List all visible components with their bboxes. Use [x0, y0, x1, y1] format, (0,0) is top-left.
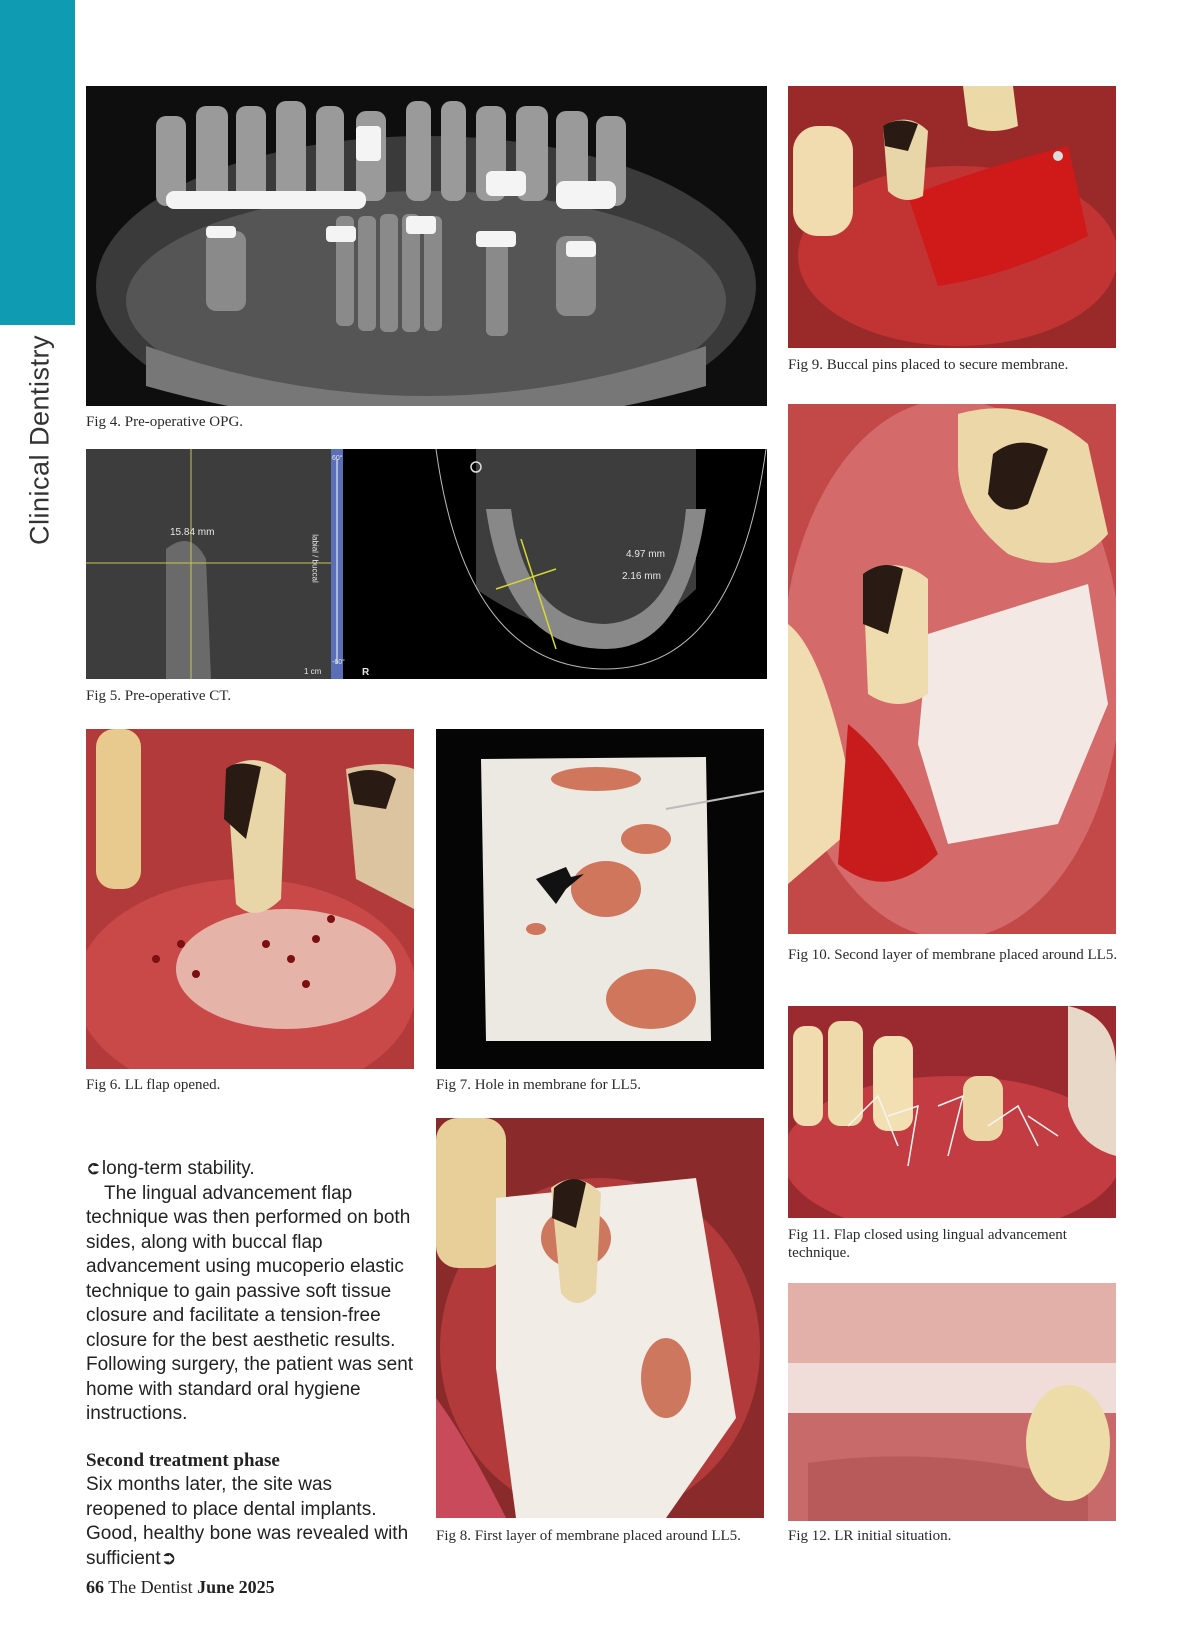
ct-scale-bottom: -60°: [332, 659, 345, 666]
article-continued-line: ➲long-term stability.: [86, 1157, 416, 1182]
section-heading: Second treatment phase: [86, 1449, 280, 1471]
publication-name: The Dentist: [108, 1577, 193, 1597]
figure-9-caption: Fig 9. Buccal pins placed to secure membrane.: [788, 357, 1069, 373]
continue-arrow-icon: ➲: [160, 1547, 177, 1569]
figure-4-opg-image: [86, 86, 767, 406]
section-color-bar: [0, 0, 75, 325]
figure-10-caption: Fig 10. Second layer of membrane placed around LL5.: [788, 947, 1118, 963]
ct-measure-left: 15.84 mm: [170, 527, 215, 538]
figure-8-caption: Fig 8. First layer of membrane placed around LL5.: [436, 1528, 741, 1544]
figure-5-caption: Fig 5. Pre-operative CT.: [86, 688, 232, 704]
figure-11-caption: Fig 11. Flap closed using lingual advancement technique.: [788, 1227, 1067, 1261]
page-footer: [86, 1577, 275, 1598]
ct-measure-right-2: 2.16 mm: [622, 571, 661, 582]
figure-12-photo: [788, 1283, 1116, 1521]
figure-8-photo: [436, 1118, 764, 1518]
article-paragraph: The lingual advancement flap technique was then performed on both sides, along with buccal flap advancement using mucoperio elastic technique to gain passive soft tissue closure and facilitate a tension-free closure for the best aesthetic results. Following surgery, the patient was sent home with standard oral hygiene instructions.: [86, 1182, 414, 1424]
ct-measure-right-1: 4.97 mm: [626, 549, 665, 560]
figure-10-photo: [788, 404, 1116, 934]
ct-orientation: R: [362, 667, 370, 678]
figure-9-photo: [788, 86, 1116, 348]
back-arrow-icon: ➲: [86, 1158, 102, 1179]
issue-date: June 2025: [197, 1577, 275, 1597]
ct-scale-unit: 1 cm: [304, 667, 322, 676]
article-paragraph-2: Six months later, the site was reopened to place dental implants. Good, healthy bone was revealed with sufficient➲: [86, 1474, 409, 1569]
figure-7-photo: [436, 729, 764, 1069]
figure-7-caption: Fig 7. Hole in membrane for LL5.: [436, 1077, 641, 1093]
ct-scale-top: 60°: [332, 455, 343, 462]
figure-11-photo: [788, 1006, 1116, 1218]
ct-scale-side: labial / buccal: [310, 534, 320, 583]
figure-12-caption: Fig 12. LR initial situation.: [788, 1528, 952, 1544]
figure-5-ct-image: [86, 449, 767, 679]
section-label: Clinical Dentistry: [24, 334, 55, 546]
figure-4-caption: Fig 4. Pre-operative OPG.: [86, 414, 244, 430]
figure-6-photo: [86, 729, 414, 1069]
figure-6-caption: Fig 6. LL flap opened.: [86, 1077, 221, 1093]
article-body: [86, 1157, 416, 1571]
page-number: 66: [86, 1577, 104, 1597]
